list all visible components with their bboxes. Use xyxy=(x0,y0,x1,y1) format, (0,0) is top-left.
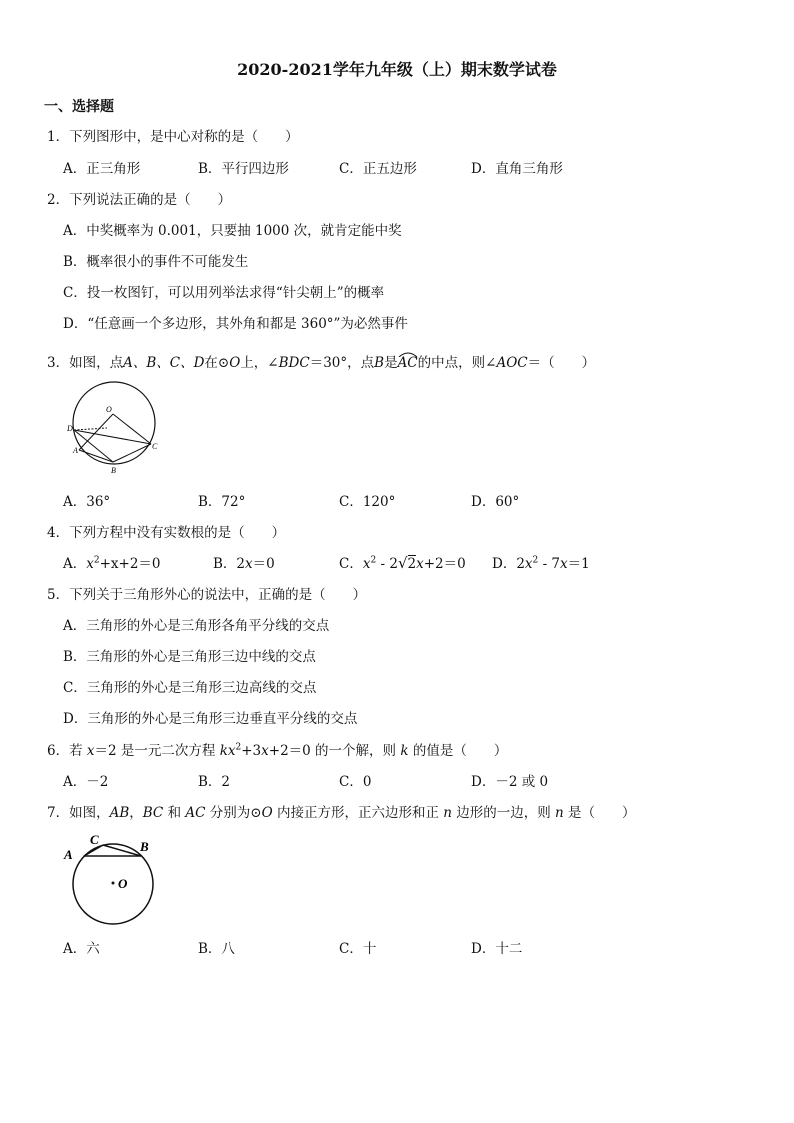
label-a: A xyxy=(64,847,73,862)
q7-option-d: D．十二 xyxy=(471,941,523,957)
q3-stem: 3．如图，点A、B、C、D在⊙O上，∠BDC＝30°，点B是 AC的中点，则∠AOC＝（ ） xyxy=(47,351,595,371)
q5-option-a: A．三角形的外心是三角形各角平分线的交点 xyxy=(63,618,330,634)
q2-option-b: B．概率很小的事件不可能发生 xyxy=(63,254,249,270)
q1-stem: 1．下列图形中，是中心对称的是（ ） xyxy=(47,129,299,145)
arc-mark-icon xyxy=(398,351,418,357)
q3-option-d: D．60° xyxy=(471,494,520,510)
label-o: O xyxy=(118,876,128,891)
q7-figure xyxy=(62,828,162,928)
q4-option-d: D．$2x^2 - 7x=1$ xyxy=(492,555,590,572)
label-c: C xyxy=(152,442,158,451)
q3-option-c: C．120° xyxy=(339,494,396,510)
q4-option-a: A．$x^2+x+2=0$ xyxy=(63,555,161,572)
label-a: A xyxy=(73,446,78,455)
q6-option-b: B．2 xyxy=(198,774,231,790)
q4-stem: 4．下列方程中没有实数根的是（ ） xyxy=(47,525,286,541)
q2-stem: 2．下列说法正确的是（ ） xyxy=(47,192,232,208)
q5-option-b: B．三角形的外心是三角形三边中线的交点 xyxy=(63,649,316,665)
sqrt-icon: √ xyxy=(397,554,408,572)
q3-option-b: B．72° xyxy=(198,494,246,510)
q7-stem: 7．如图，AB，BC 和 AC 分别为⊙O 内接正方形，正六边形和正 n 边形的一边，则 n 是（ ） xyxy=(47,805,636,821)
q7-option-c: C．十 xyxy=(339,941,377,957)
q6-stem: 6．若 x＝2 是一元二次方程 $kx^2+3x+2=0$ 的一个解，则 k 的值是（ ） xyxy=(47,742,508,759)
label-c: C xyxy=(90,832,99,847)
q4-option-b: B．2x＝0 xyxy=(213,556,275,572)
q6-option-c: C．0 xyxy=(339,774,372,790)
q4-option-c: C．$x^2 - 2√2x+2=0$ xyxy=(339,554,466,572)
page-title: 2020-2021学年九年级（上）期末数学试卷 xyxy=(237,60,557,79)
q1-option-a: A．正三角形 xyxy=(63,161,141,177)
q1-option-c: C．正五边形 xyxy=(339,161,417,177)
q5-option-c: C．三角形的外心是三角形三边高线的交点 xyxy=(63,680,317,696)
q2-option-a: A．中奖概率为 0.001，只要抽 1000 次，就肯定能中奖 xyxy=(63,223,402,239)
label-d: D xyxy=(67,424,73,433)
label-b: B xyxy=(140,839,149,854)
q3-figure xyxy=(64,380,164,480)
q5-option-d: D．三角形的外心是三角形三边垂直平分线的交点 xyxy=(63,711,358,727)
q2-option-d: D．“任意画一个多边形，其外角和都是 360°”为必然事件 xyxy=(63,316,408,332)
q7-option-a: A．六 xyxy=(63,941,100,957)
q1-option-d: D．直角三角形 xyxy=(471,161,563,177)
section-heading: 一、选择题 xyxy=(44,99,114,115)
q3-option-a: A．36° xyxy=(63,494,111,510)
q6-option-a: A．－2 xyxy=(63,774,109,790)
label-o: O xyxy=(106,405,112,414)
q5-stem: 5．下列关于三角形外心的说法中，正确的是（ ） xyxy=(47,587,367,603)
q2-option-c: C．投一枚图钉，可以用列举法求得“针尖朝上”的概率 xyxy=(63,285,385,301)
q1-option-b: B．平行四边形 xyxy=(198,161,289,177)
q6-option-d: D．－2 或 0 xyxy=(471,774,549,790)
label-b: B xyxy=(111,466,116,475)
q7-option-b: B．八 xyxy=(198,941,235,957)
